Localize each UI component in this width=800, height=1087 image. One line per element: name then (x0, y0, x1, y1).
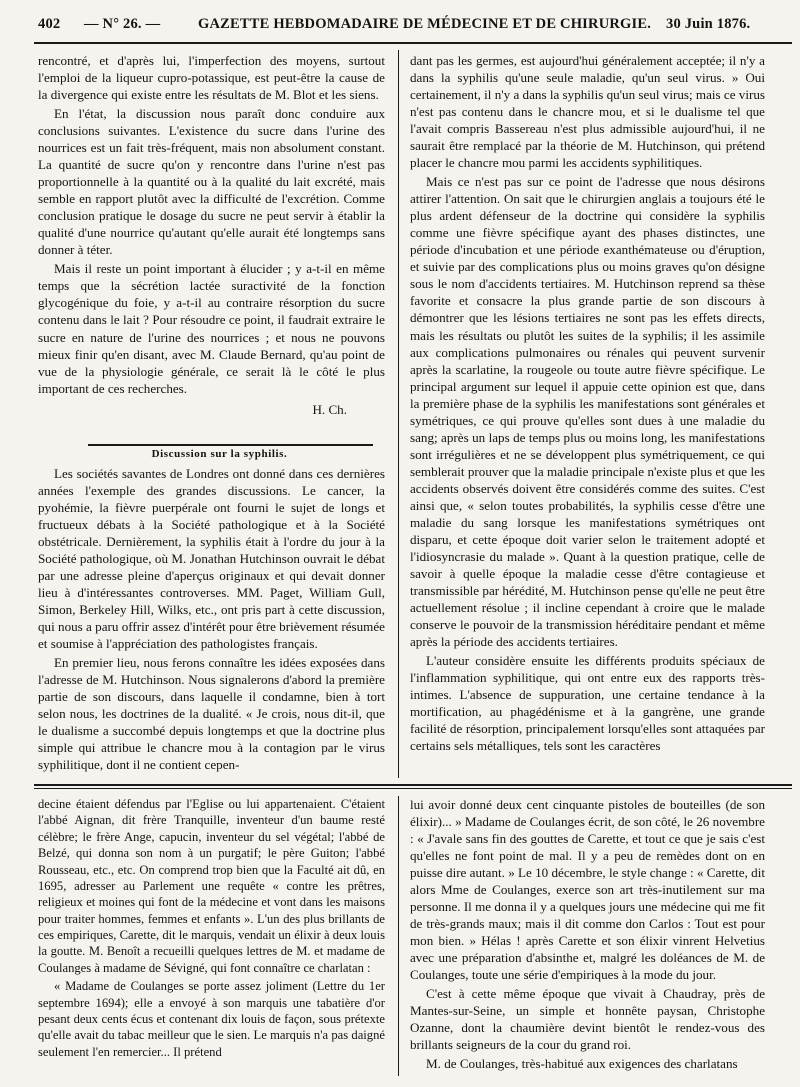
paragraph: Mais il reste un point important à élucider ; y a-t-il en même temps que la sécrétion lactée suractivité de la fonction glycogénique du foie, y a-t-il au contraire résorption du sucre contenu dans le lait ? Pour résoudre ce point, il faudrait extraire le sucre en nature de l'urine des nourrices ; et nous ne pouvons mieux finir qu'en disant, avec M. Claude Bernard, qu'au point de vue de la physiologie générale, ce serait là le côté le plus important de ces recherches. (38, 261, 385, 396)
paragraph: M. de Coulanges, très-habitué aux exigences des charlatans (426, 1056, 738, 1072)
feuilleton-rule (34, 784, 792, 786)
paragraph: En premier lieu, nous ferons connaître les idées exposées dans l'adresse de M. Hutchinson. Nous signalerons d'abord la première partie de son discours, dans laquelle il condamne, bien à tort selon nous, les doctrines de la dualité. « Je crois, nous dit-il, que le dualisme a succombé depuis longtemps et que la doctrine plus simple qui attribue le chancre mou à la contagion par le virus syphilitique, dont il ne contient cepen- (38, 655, 385, 773)
feuilleton-rule-thin (34, 788, 792, 789)
paragraph: lui avoir donné deux cent cinquante pistoles de bouteilles (de son élixir)... » Madame de Coulanges écrit, de son côté, le 26 novembre : « J'avale sans fin des gouttes de Carette, et tout ce que je sais c'est qu'elles ne font point de mal. Il y a peu de remèdes dont on en puisse dire autant. » Le 10 décembre, le style change : « Carette, dit alors Mme de Coulanges, exerce son art très-inutilement sur ma personne. Il me donna il y a quelques jours une médecine qui me fit de très-grands maux; mais il dit comme don Carlos : Tout est pour mon bien. » Hélas ! après Carette et son élixir vinrent Helvetius avec une préparation d'absinthe et, malgré les doléances de M. de Coulanges, toute une série d'empiriques à la mode du jour. (410, 797, 765, 983)
issue-date: 30 Juin 1876. (666, 16, 751, 32)
journal-title: GAZETTE HEBDOMADAIRE DE MÉDECINE ET DE CHIRURGIE. (198, 16, 652, 32)
paragraph: En l'état, la discussion nous paraît donc conduire aux conclusions suivantes. L'existence du sucre dans l'urine des nourrices est un fait très-fréquent, mais non absolument constant. La quantité de sucre qu'on y rencontre dans l'urine n'est pas proportionnelle à la quantité ou à la qualité du lait excrété, mais semble en rapport plutôt avec la difficulté de l'excrétion. Comme conclusion pratique le dosage du sucre ne peut servir à établir la qualité d'une nourrice qu'autant qu'elle aurait été longtemps sans donner à téter. (38, 106, 385, 258)
author-signature: H. Ch. (312, 401, 347, 417)
paragraph: Les sociétés savantes de Londres ont donné dans ces dernières années l'exemple des grandes discussions. Le cancer, la pyohémie, la fièvre puerpérale ont fourni le sujet de longs et fructueux débats à la Société pathologique et à la Société obstétricale. Dernièrement, la syphilis était à l'ordre du jour à la Société pathologique, où M. Jonathan Hutchinson ouvrait le débat par une adresse pleine d'aperçus originaux et qui devait donner lieu à d'intéressantes controverses. MM. Paget, William Gull, Simon, Berkeley Hill, Wilks, etc., ont pris part à cette discussion, qui nous a paru offrir assez d'intérêt pour être brièvement résumée et soumise à l'appréciation des pathologistes français. (38, 465, 385, 651)
page-header (38, 16, 788, 40)
lower-right-column (410, 796, 765, 1075)
upper-column-divider (398, 50, 399, 778)
paragraph: dant pas les germes, est aujourd'hui généralement acceptée; il n'y a dans la syphilis qu'une seule maladie, qu'un seul virus. » Oui certainement, il n'y a dans la syphilis qu'un seul virus; mais ce virus n'est pas contenu dans le chancre mou, et si le dualisme tel que l'avait compris Bassereau n'est plus admissible aujourd'hui, il ne saurait être remplacé par la théorie de M. Hutchinson, qui prétend placer le chancre mou parmi les accidents syphilitiques. (410, 53, 765, 171)
header-rule (34, 42, 792, 44)
paragraph: decine étaient défendus par l'Eglise ou lui appartenaient. C'étaient l'abbé Aignan, dit frère Tranquille, inventeur d'un baume resté célèbre; le frère Ange, capucin, inventeur du sel végétal; l'abbé de Belzé, qui donna son nom à un purgatif; le père Guiton; l'abbé Rousseau, etc., etc. On comprend trop bien que la Faculté ait dû, en 1695, adresser au Parlement une requête « contre les prêtres, religieux et moines qui font de la médecine et vont dans les maisons pour traiter hommes, femmes et enfants ». L'un des plus brillants de ces empiriques, Carette, dit le marquis, vendait un élixir à deux louis la goutte. M. Benoît a recueilli quelques lettres de M. et madame de Coulanges à madame de Sévigné, qui font connaître ce charlatan : (38, 797, 385, 975)
section-title: Discussion sur la syphilis. (151, 447, 288, 460)
paragraph: Mais ce n'est pas sur ce point de l'adresse que nous désirons attirer l'attention. On sait que le chirurgien anglais a toujours été le plus ardent défenseur de la doctrine qui considère la syphilis comme une fièvre spécifique ayant des phases distinctes, une période d'incubation et une période exanthémateuse ou d'éruption, et suivie par des complications plus ou moins graves qu'on désigne sous le nom d'accidents tertiaires. M. Hutchinson reprend sa thèse favorite et consacre la plus grande partie de son discours à démontrer que les lésions tertiaires ne sont pas les effets directs, mais les résultats ou plutôt les suites de la syphilis; il les assimile aux complications pulmonaires ou rénales qui peuvent survenir après la scarlatine, la rougeole ou toute autre fièvre spécifique. Le principal argument sur lequel il appuie cette opinion est que, dans la première phase de la syphilis les manifestations sont générales et symétriques, ce qui prouve qu'elles sont dues à une maladie du sang; après un laps de temps plus ou moins long, les manifestations sont irrégulières et ne se développent plus symétriquement, ce qui semblerait prouver que la maladie principale n'existe plus et que les accidents observés doivent être considérés comme des suites. C'est ainsi que, « selon toutes probabilités, la syphilis cesse d'être une maladie du sang lorsque les manifestations symétriques ont disparu, et cette époque doit varier selon le traitement adopté et l'idiosyncrasie du malade ». Quant à la question pratique, celle de savoir à quelle époque la maladie cesse d'être contagieuse et transmissible par hérédité, M. Hutchinson pense qu'elle ne peut être actuellement résolue ; il incline cependant à croire que le malade conserve le pouvoir de la transmission héréditaire pendant et même après la période des accidents tertiaires. (410, 174, 765, 650)
paragraph: L'auteur considère ensuite les différents produits spéciaux de l'inflammation syphilitique, qui ont entre eux des rapports très-intimes. L'absence de suppuration, une certaine tendance à la mortification, au phagédénisme et à la gangrène, une grande facilité de résorption, principalement lorsqu'elles sont attaquées par certains sels métalliques, tels sont les caractères (410, 653, 765, 754)
upper-left-column (38, 52, 385, 775)
paragraph: « Madame de Coulanges se porte assez joliment (Lettre du 1er septembre 1694); elle a envoyé à son marquis une tabatière d'or pesant deux cents écus et contenant dix louis de façon, sous prétexte qu'elle avait du tabac meilleur que le sien. Le marquis n'a pas daigné seulement l'en remercier... Il prétend (38, 979, 385, 1059)
lower-column-divider (398, 796, 399, 1076)
issue-number: — N° 26. — (84, 16, 161, 32)
paragraph: rencontré, et d'après lui, l'imperfection des moyens, surtout l'emploi de la liqueur cupro-potassique, est peut-être la cause de la divergence qui existe entre les résultats de M. Blot et les siens. (38, 53, 385, 103)
lower-left-column (38, 796, 385, 1062)
page-number: 402 (38, 16, 61, 32)
paragraph: C'est à cette même époque que vivait à Chaudray, près de Mantes-sur-Seine, un simple et honnête paysan, Christophe Ozanne, dont la chaumière devint bientôt le rendez-vous des brillants seigneurs de la cour du grand roi. (410, 986, 765, 1053)
upper-right-column (410, 52, 765, 756)
